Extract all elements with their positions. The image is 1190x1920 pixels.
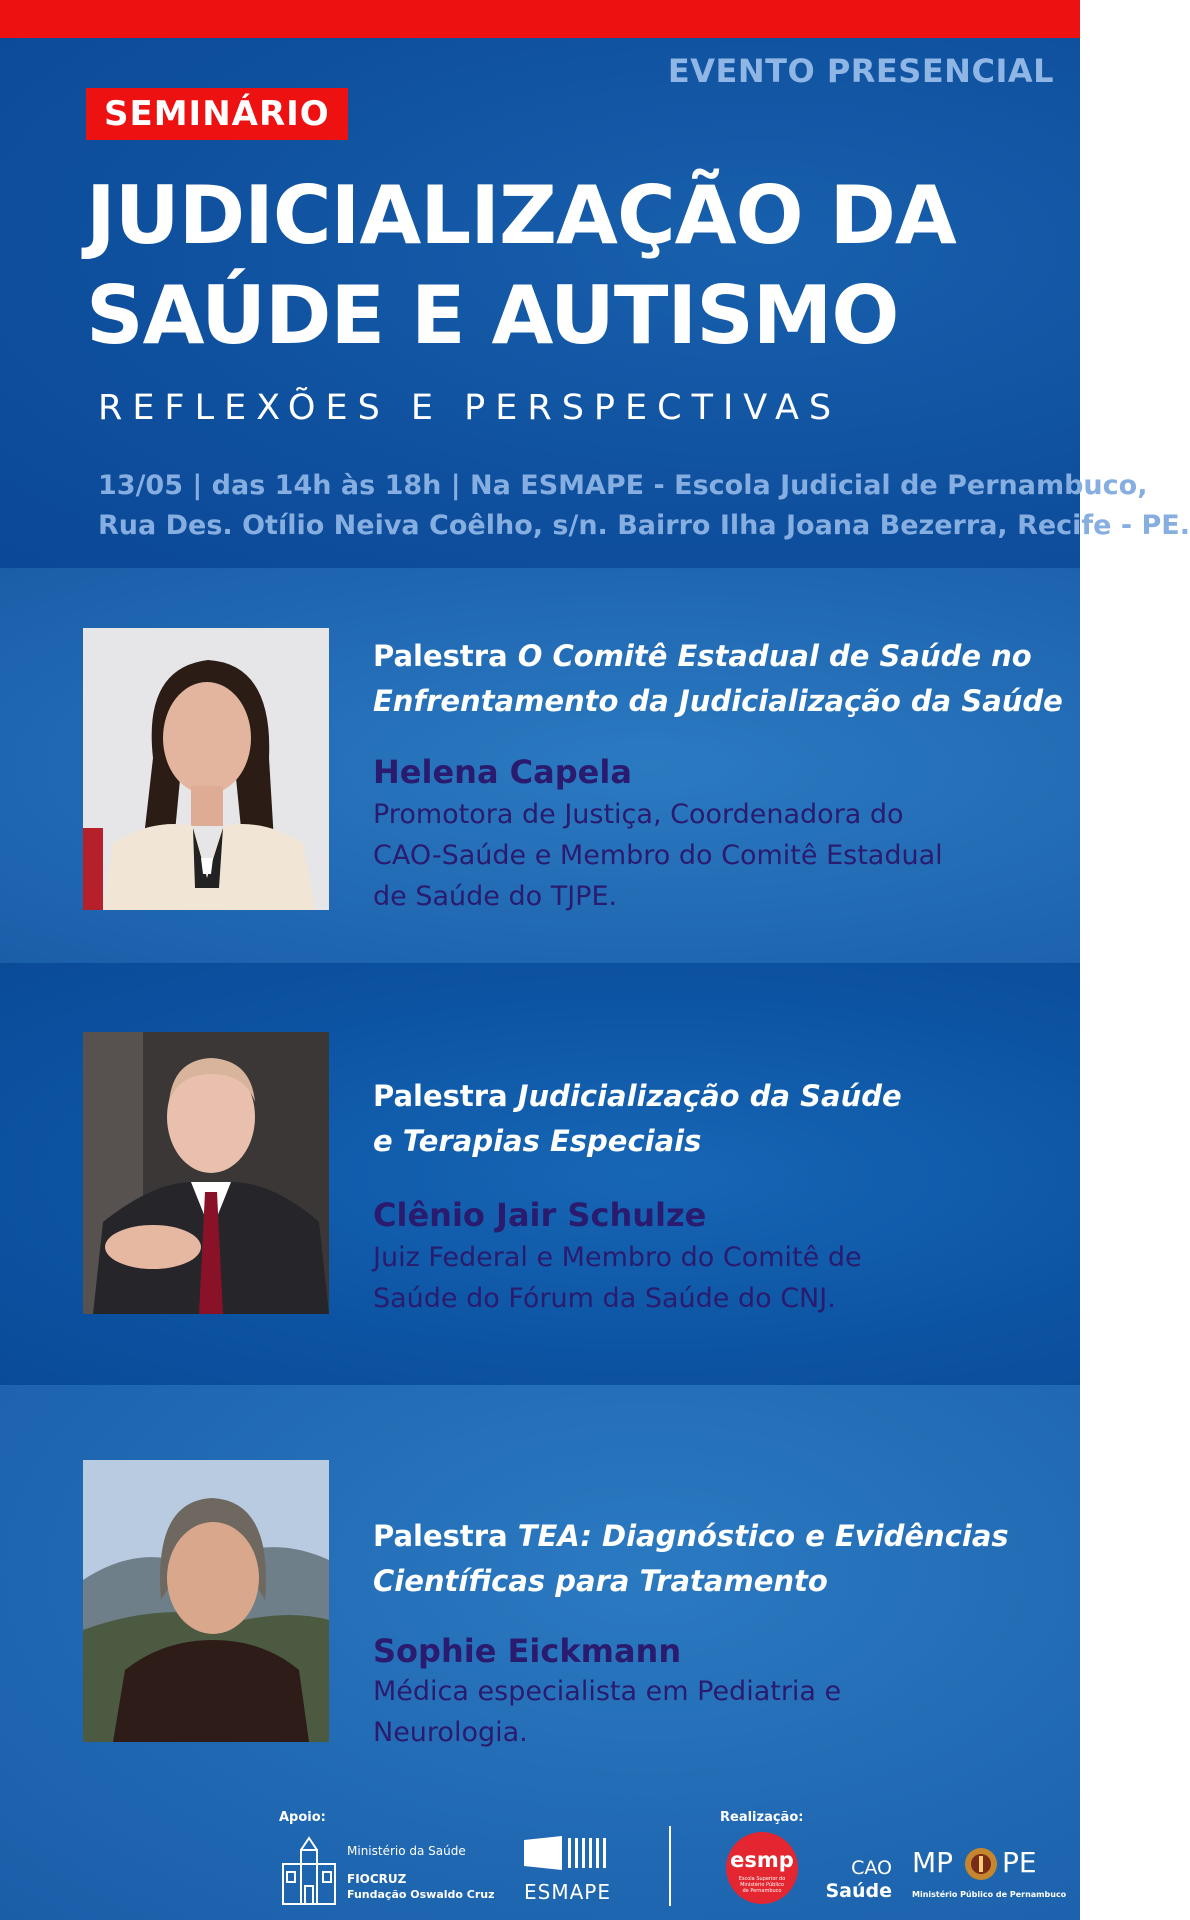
speaker-name-1: Helena Capela (373, 753, 632, 791)
talk-name-part-1: TEA: Diagnóstico e Evidências (517, 1519, 1009, 1553)
talk-title-2-line-1 (373, 1074, 1063, 1119)
fiocruz-logo (279, 1836, 499, 1906)
talk-title-3-line-2: Científicas para Tratamento (373, 1564, 828, 1598)
talk-title-3 (373, 1514, 1063, 1604)
talk-name-part-1: O Comitê Estadual de Saúde no (517, 639, 1032, 673)
realization-label: Realização: (720, 1810, 804, 1825)
esmape-logo (522, 1836, 617, 1908)
esmape-mark-icon (522, 1836, 617, 1876)
esmp-subtext: Escola Superior do Ministério Público de Pernambuco (738, 1876, 786, 1894)
talk-prefix: Palestra (373, 1079, 518, 1113)
talk-title-1-line-1 (373, 634, 1063, 679)
top-red-bar (0, 0, 1080, 38)
esmp-text: esmp (730, 1848, 794, 1872)
talk-title-2 (373, 1074, 1063, 1164)
cao-saude-logo (822, 1857, 892, 1907)
speaker-role-1 (373, 794, 1063, 917)
talk-title-1 (373, 634, 1063, 724)
title-line-1: JUDICIALIZAÇÃO DA (86, 169, 956, 262)
talk-name-part-1: Judicialização da Saúde (517, 1079, 902, 1113)
event-type-label: EVENTO PRESENCIAL (667, 52, 1054, 90)
mppe-pe-text: PE (1002, 1846, 1037, 1879)
fiocruz-full-text: Fundação Oswaldo Cruz (347, 1888, 495, 1901)
talk-prefix: Palestra (373, 1519, 518, 1553)
role-line: Juiz Federal e Membro do Comitê de (373, 1242, 862, 1273)
event-info (98, 466, 1190, 546)
esmp-logo (726, 1832, 798, 1904)
speaker-photo-sophie (83, 1460, 329, 1742)
saude-text: Saúde (825, 1880, 892, 1902)
talk-prefix: Palestra (373, 639, 518, 673)
fiocruz-building-icon (279, 1836, 339, 1906)
role-line: Promotora de Justiça, Coordenadora do (373, 799, 904, 830)
speaker-name-3: Sophie Eickmann (373, 1632, 682, 1670)
support-label: Apoio: (279, 1810, 326, 1825)
cao-text: CAO (851, 1857, 892, 1879)
ministry-text: Ministério da Saúde (347, 1844, 466, 1858)
mppe-mp-text: MP (912, 1846, 954, 1879)
speaker-role-3 (373, 1671, 1063, 1753)
footer-divider (669, 1826, 671, 1906)
speaker-role-2 (373, 1237, 1063, 1319)
fiocruz-text: FIOCRUZ (347, 1872, 407, 1886)
talk-title-3-line-1 (373, 1514, 1063, 1559)
role-line: Médica especialista em Pediatria e (373, 1676, 842, 1707)
event-info-line-1: 13/05 | das 14h às 18h | Na ESMAPE - Escola Judicial de Pernambuco, (98, 470, 1148, 501)
speaker-photo-clenio (83, 1032, 329, 1314)
talk-title-1-line-2: Enfrentamento da Judicialização da Saúde (373, 684, 1063, 718)
speaker-name-2: Clênio Jair Schulze (373, 1196, 707, 1234)
role-line: Neurologia. (373, 1717, 528, 1748)
speaker-photo-helena (83, 628, 329, 910)
mppe-logo (910, 1846, 1067, 1906)
seminario-badge: SEMINÁRIO (86, 88, 348, 140)
seminar-subtitle: REFLEXÕES E PERSPECTIVAS (98, 388, 842, 428)
title-line-2: SAÚDE E AUTISMO (86, 269, 899, 362)
role-line: Saúde do Fórum da Saúde do CNJ. (373, 1283, 836, 1314)
talk-title-2-line-2: e Terapias Especiais (373, 1124, 702, 1158)
event-info-line-2: Rua Des. Otílio Neiva Coêlho, s/n. Bairro Ilha Joana Bezerra, Recife - PE. (98, 510, 1190, 541)
esmape-text: ESMAPE (524, 1880, 611, 1904)
mppe-subtext: Ministério Público de Pernambuco (912, 1890, 1067, 1899)
role-line: CAO-Saúde e Membro do Comitê Estadual (373, 840, 943, 871)
seminar-title (86, 166, 1066, 366)
mppe-emblem-icon (964, 1846, 998, 1882)
role-line: de Saúde do TJPE. (373, 881, 618, 912)
